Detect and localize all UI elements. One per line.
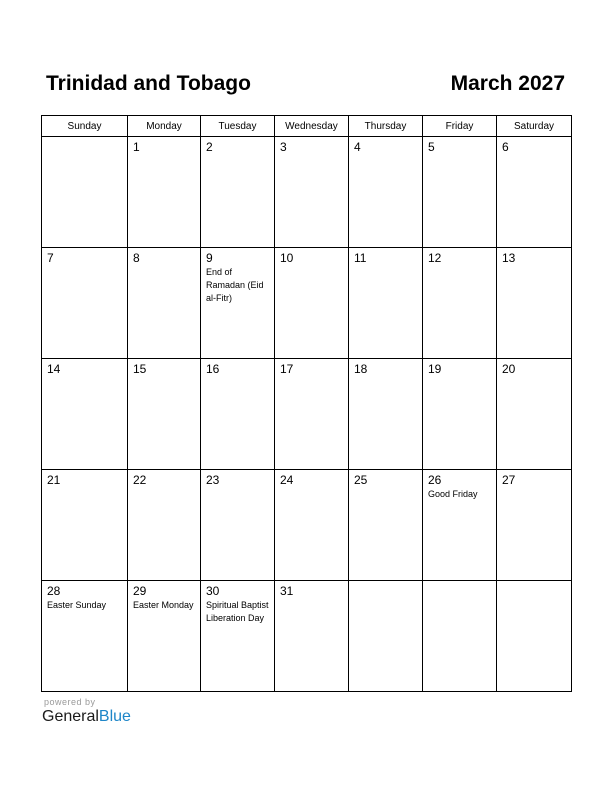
day-cell: [423, 137, 497, 248]
holiday-label: Good Friday: [428, 489, 478, 499]
day-number: 16: [206, 362, 220, 376]
day-number: 2: [206, 140, 213, 154]
day-number: 7: [47, 251, 54, 265]
day-cell: [275, 470, 349, 581]
holiday-label: Easter Monday: [133, 600, 194, 610]
week-row: [42, 359, 572, 470]
day-number: 31: [280, 584, 294, 598]
day-number: 27: [502, 473, 516, 487]
day-cell: [42, 470, 128, 581]
day-number: 18: [354, 362, 368, 376]
weekday-saturday: Saturday: [497, 116, 572, 137]
powered-by-label: powered by: [44, 697, 96, 707]
weekday-header-row: [42, 116, 572, 137]
week-row: [42, 248, 572, 359]
day-cell: [128, 137, 201, 248]
day-cell: [275, 137, 349, 248]
week-row: [42, 137, 572, 248]
day-cell: [128, 581, 201, 692]
day-cell: [497, 248, 572, 359]
day-number: 12: [428, 251, 442, 265]
day-cell: [349, 137, 423, 248]
day-number: 26: [428, 473, 442, 487]
day-cell: [42, 137, 128, 248]
holiday-label: Spiritual Baptist Liberation Day: [206, 600, 269, 623]
weekday-monday: Monday: [128, 116, 201, 137]
day-cell: [423, 359, 497, 470]
day-cell: [423, 470, 497, 581]
holiday-label: Easter Sunday: [47, 600, 107, 610]
day-cell: [497, 581, 572, 692]
day-number: 17: [280, 362, 294, 376]
day-cell: [349, 248, 423, 359]
day-cell: [349, 359, 423, 470]
day-number: 19: [428, 362, 442, 376]
day-number: 22: [133, 473, 147, 487]
holiday-label: End of Ramadan (Eid al-Fitr): [206, 267, 264, 303]
day-cell: [497, 137, 572, 248]
day-number: 1: [133, 140, 140, 154]
day-number: 13: [502, 251, 516, 265]
day-cell: [497, 470, 572, 581]
day-cell: [201, 359, 275, 470]
day-number: 30: [206, 584, 220, 598]
day-cell: [275, 248, 349, 359]
day-number: 14: [47, 362, 61, 376]
day-cell: [128, 359, 201, 470]
day-cell: [349, 581, 423, 692]
generalblue-logo[interactable]: [42, 708, 131, 726]
day-number: 24: [280, 473, 294, 487]
weekday-wednesday: Wednesday: [275, 116, 349, 137]
brand-blue-text: Blue: [98, 708, 131, 725]
day-cell: [423, 581, 497, 692]
weekday-sunday: Sunday: [42, 116, 128, 137]
day-number: 4: [354, 140, 361, 154]
day-number: 11: [354, 251, 367, 265]
day-cell: [349, 470, 423, 581]
day-number: 10: [280, 251, 294, 265]
day-number: 9: [206, 251, 213, 265]
week-row: [42, 470, 572, 581]
calendar-header-country: Trinidad and Tobago: [46, 72, 251, 95]
day-number: 15: [133, 362, 147, 376]
day-cell: [201, 248, 275, 359]
day-cell: [201, 581, 275, 692]
day-number: 29: [133, 584, 147, 598]
weekday-thursday: Thursday: [349, 116, 423, 137]
day-cell: [497, 359, 572, 470]
weekday-friday: Friday: [423, 116, 497, 137]
day-number: 8: [133, 251, 140, 265]
day-cell: [128, 470, 201, 581]
day-cell: [423, 248, 497, 359]
day-cell: [42, 248, 128, 359]
calendar-header-month: March 2027: [450, 72, 565, 95]
day-number: 6: [502, 140, 509, 154]
day-cell: [275, 359, 349, 470]
day-cell: [42, 581, 128, 692]
day-cell: [201, 137, 275, 248]
day-number: 3: [280, 140, 287, 154]
day-number: 20: [502, 362, 516, 376]
day-cell: [275, 581, 349, 692]
day-cell: [201, 470, 275, 581]
day-number: 5: [428, 140, 435, 154]
day-number: 25: [354, 473, 368, 487]
day-number: 28: [47, 584, 61, 598]
day-cell: [128, 248, 201, 359]
day-cell: [42, 359, 128, 470]
calendar-grid: [41, 115, 572, 692]
week-row: [42, 581, 572, 692]
brand-general-text: General: [42, 708, 99, 725]
day-number: 23: [206, 473, 220, 487]
weekday-tuesday: Tuesday: [201, 116, 275, 137]
day-number: 21: [47, 473, 61, 487]
